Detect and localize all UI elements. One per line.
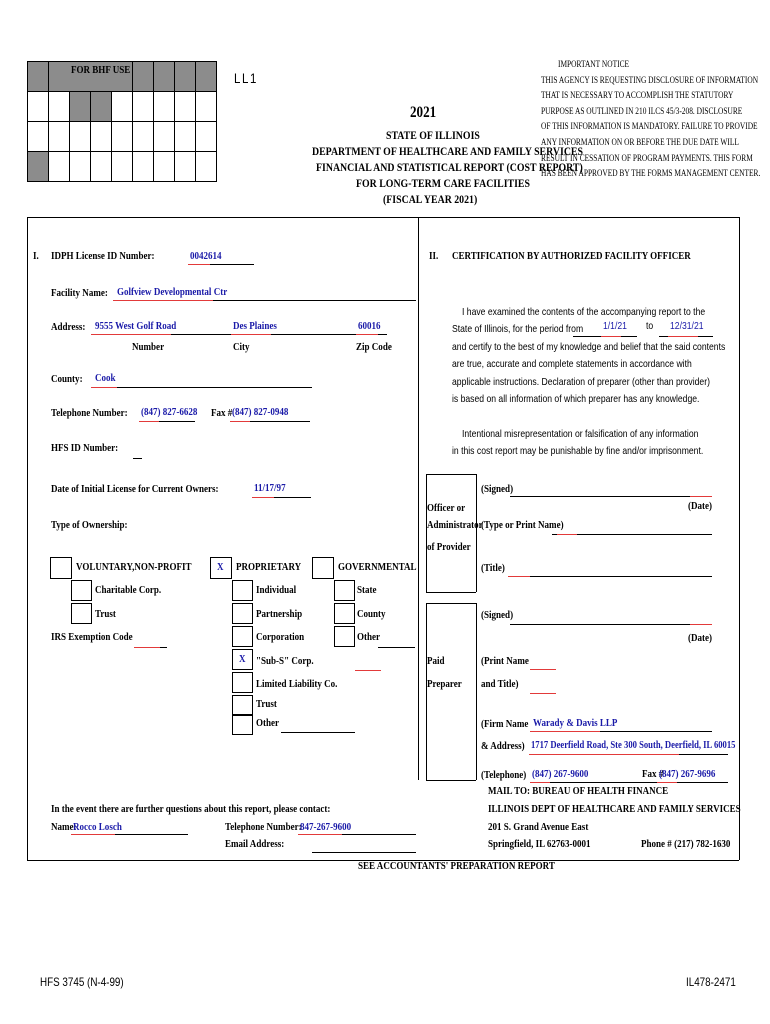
state-checkbox[interactable] (334, 580, 355, 601)
license-label: IDPH License ID Number: (51, 250, 155, 262)
hfs-id-label: HFS ID Number: (51, 442, 119, 454)
mail-to-line-1: MAIL TO: BUREAU OF HEALTH FINANCE (488, 785, 669, 797)
number-caption: Number (132, 341, 165, 353)
title-line: FOR LONG-TERM CARE FACILITIES (356, 176, 530, 190)
ownership-type-label: Type of Ownership: (51, 519, 128, 531)
certification-heading: CERTIFICATION BY AUTHORIZED FACILITY OFFICER (452, 250, 691, 262)
initial-license-date-value[interactable]: 11/17/97 (254, 482, 286, 494)
firm-telephone-value[interactable]: (847) 267-9600 (532, 768, 589, 780)
notice-line: THAT IS NECESSARY TO ACCOMPLISH THE STATUTORY (541, 91, 734, 102)
date-label: (Date) (688, 500, 713, 512)
governmental-checkbox[interactable] (312, 557, 334, 579)
bhf-use-label: FOR BHF USE (71, 64, 131, 76)
facility-label: Facility Name: (51, 287, 108, 299)
title-label: (Title) (481, 562, 505, 574)
fax-value[interactable]: (847) 827-0948 (232, 406, 289, 418)
other-gov-label: Other (357, 631, 381, 643)
voluntary-label: VOLUNTARY,NON-PROFIT (76, 561, 192, 573)
other-gov-field[interactable] (378, 647, 415, 648)
other-checkbox[interactable] (232, 714, 253, 735)
notice-line: PURPOSE AS OUTLINED IN 210 ILCS 45/3-208. DISCLOSURE (541, 106, 743, 117)
other-field[interactable] (281, 732, 355, 733)
officer-label-2: Administrator (427, 519, 483, 531)
partnership-checkbox[interactable] (232, 603, 253, 624)
city-value[interactable]: Des Plaines (233, 320, 277, 332)
email-label: Email Address: (225, 838, 285, 850)
llc-label: Limited Liability Co. (256, 678, 338, 690)
warning-line-1: Intentional misrepresentation or falsification of any information (462, 428, 699, 440)
form-id: IL478-2471 (686, 975, 736, 989)
individual-label: Individual (256, 584, 297, 596)
preparer-print-name-label: (Print Name (481, 655, 529, 667)
bhf-use-grid (27, 61, 217, 182)
facility-value[interactable]: Golfview Developmental Ctr (117, 286, 228, 298)
city-caption: City (233, 341, 250, 353)
period-to[interactable]: 12/31/21 (670, 320, 704, 332)
trust2-label: Trust (256, 698, 277, 710)
firm-name-label: (Firm Name (481, 718, 529, 730)
corporation-label: Corporation (256, 631, 305, 643)
firm-address-value[interactable]: 1717 Deerfield Road, Ste 300 South, Deerfield, IL 60015 (531, 740, 736, 751)
county-checkbox[interactable] (334, 603, 355, 624)
cert-line-5: applicable instructions. Declaration of preparer (other than provider) (452, 376, 710, 388)
title-line: FINANCIAL AND STATISTICAL REPORT (COST REPORT) (316, 160, 583, 174)
mail-to-line-2: ILLINOIS DEPT OF HEALTHCARE AND FAMILY SERVICES (488, 803, 741, 815)
preparer-signature-field[interactable] (510, 624, 712, 625)
trust2-checkbox[interactable] (232, 695, 253, 716)
warning-line-2: in this cost report may be punishable by fine and/or imprisonment. (452, 445, 704, 457)
other-label: Other (256, 717, 280, 729)
section-two-number: II. (429, 250, 439, 262)
notice-line: IMPORTANT NOTICE (558, 60, 630, 70)
state-label: State (357, 584, 377, 596)
sub-s-mark: X (239, 653, 246, 665)
officer-signature-field[interactable] (510, 496, 712, 497)
sub-s-checkbox[interactable] (232, 649, 253, 670)
irs-exemption-label: IRS Exemption Code (51, 631, 133, 643)
trust-checkbox[interactable] (71, 603, 92, 624)
form-code: LL1 (234, 70, 259, 86)
firm-fax-value[interactable]: (847) 267-9696 (659, 768, 716, 780)
contact-phone-label: Telephone Number: (225, 821, 302, 833)
period-from[interactable]: 1/1/21 (603, 320, 627, 332)
fax-label: Fax # (211, 407, 233, 419)
preparer-title-label: and Title) (481, 678, 519, 690)
phone-value[interactable]: (847) 827-6628 (141, 406, 198, 418)
address-label: Address: (51, 321, 86, 333)
governmental-label: GOVERNMENTAL (338, 561, 417, 573)
report-year: 2021 (410, 104, 437, 121)
paid-label: Paid (427, 655, 445, 667)
signed2-label: (Signed) (481, 609, 514, 621)
other-gov-checkbox[interactable] (334, 626, 355, 647)
notice-line: RESULT IN CESSATION OF PROGRAM PAYMENTS. THIS FORM (541, 153, 753, 164)
section-divider (418, 217, 419, 780)
cert-line-6: is based on all information of which preparer has any knowledge. (452, 393, 700, 405)
questions-line: In the event there are further questions about this report, please contact: (51, 803, 331, 815)
preparer-name-field[interactable] (530, 669, 556, 670)
hfs-id-field[interactable] (133, 458, 142, 459)
charitable-checkbox[interactable] (71, 580, 92, 601)
title-line: DEPARTMENT OF HEALTHCARE AND FAMILY SERVICES (312, 144, 583, 158)
trust-label: Trust (95, 608, 116, 620)
partnership-label: Partnership (256, 608, 303, 620)
notice-line: THIS AGENCY IS REQUESTING DISCLOSURE OF INFORMATION (541, 75, 759, 86)
section-one-number: I. (33, 250, 39, 262)
officer-title-field[interactable] (508, 576, 712, 577)
signed-label: (Signed) (481, 483, 514, 495)
frame-right (739, 217, 740, 860)
license-value[interactable]: 0042614 (190, 250, 222, 262)
frame-left (27, 217, 28, 860)
contact-name-label: Name: (51, 821, 77, 833)
telephone-label: (Telephone) (481, 769, 527, 781)
accountants-note: SEE ACCOUNTANTS' PREPARATION REPORT (358, 860, 555, 872)
sub-s-label: "Sub-S" Corp. (256, 655, 314, 667)
county-label: County: (51, 373, 83, 385)
cert-line-3: and certify to the best of my knowledge and belief that the said contents (452, 341, 726, 353)
preparer-title-field[interactable] (530, 693, 556, 694)
contact-name-value[interactable]: Rocco Losch (73, 821, 122, 833)
llc-checkbox[interactable] (232, 672, 253, 693)
mail-street: 201 S. Grand Avenue East (488, 821, 589, 833)
officer-label-3: of Provider (427, 541, 471, 553)
charitable-label: Charitable Corp. (95, 584, 162, 596)
notice-line: HAS BEEN APPROVED BY THE FORMS MANAGEMENT CENTER. (541, 169, 761, 180)
form-number: HFS 3745 (N-4-99) (40, 975, 124, 989)
notice-line: OF THIS INFORMATION IS MANDATORY. FAILURE TO PROVIDE (541, 122, 758, 133)
irs-exemption-field[interactable] (160, 647, 167, 648)
notice-line: ANY INFORMATION ON OR BEFORE THE DUE DATE WILL (541, 138, 739, 148)
initial-license-date-label: Date of Initial License for Current Owners: (51, 483, 219, 495)
title-line: STATE OF ILLINOIS (386, 128, 480, 142)
voluntary-checkbox[interactable] (50, 557, 72, 579)
frame-top (27, 217, 739, 218)
officer-label-1: Officer or (427, 502, 466, 514)
title-line: (FISCAL YEAR 2021) (383, 192, 478, 206)
proprietary-mark: X (217, 561, 224, 573)
proprietary-checkbox[interactable] (210, 557, 232, 579)
cert-line-1: I have examined the contents of the accompanying report to the (462, 306, 706, 318)
contact-phone-value[interactable]: 847-267-9600 (300, 821, 352, 833)
period-to-word: to (646, 320, 654, 332)
mail-city: Springfield, IL 62763-0001 (488, 838, 591, 850)
corporation-checkbox[interactable] (232, 626, 253, 647)
firm-name-value[interactable]: Warady & Davis LLP (533, 717, 618, 729)
proprietary-label: PROPRIETARY (236, 561, 302, 573)
county-own-label: County (357, 608, 386, 620)
firm-fax-label: Fax # (642, 768, 664, 780)
zip-value[interactable]: 60016 (358, 320, 381, 332)
cert-line-4: are true, accurate and complete statements in accordance with (452, 358, 692, 370)
county-value[interactable]: Cook (95, 372, 116, 384)
phone-label: Telephone Number: (51, 407, 128, 419)
print-name-label: (Type or Print Name) (481, 519, 564, 531)
firm-address-label: & Address) (481, 740, 525, 752)
street-value[interactable]: 9555 West Golf Road (95, 320, 177, 332)
individual-checkbox[interactable] (232, 580, 253, 601)
cert-line-2: State of Illinois, for the period from (452, 323, 584, 335)
mail-phone: Phone # (217) 782-1630 (641, 838, 731, 850)
date2-label: (Date) (688, 632, 713, 644)
preparer-label: Preparer (427, 678, 462, 690)
zip-caption: Zip Code (356, 341, 392, 353)
email-field[interactable] (312, 852, 416, 853)
